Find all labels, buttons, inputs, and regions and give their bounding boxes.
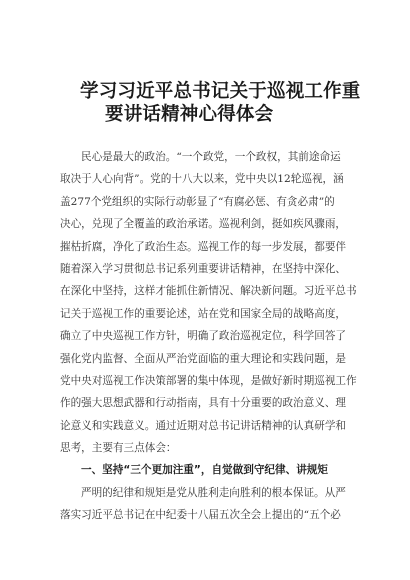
document-title xyxy=(70,80,370,126)
paragraph-line: 盖277个党组织的实际行动彰显了“有腐必惩、有贪必肃”的 xyxy=(60,195,335,208)
section-heading: 一、坚持“三个更加注重”，自觉做到守纪律、讲规矩 xyxy=(81,464,328,477)
paragraph-line: 记关于巡视工作的重要论述，站在党和国家全局的战略高度， xyxy=(60,307,347,320)
paragraph-line: 民心是最大的政治。“一个政党，一个政权，其前途命运 xyxy=(81,151,341,163)
title-line-1: 学习习近平总书记关于巡视工作重 xyxy=(80,81,361,102)
paragraph-line: 取决于人心向背”。党的十八大以来，党中央以12轮巡视，涵 xyxy=(60,173,344,186)
paragraph-line: 决心，兑现了全覆盖的政治承诺。巡视利剑，挺如疾风骤雨， xyxy=(60,218,347,231)
paragraph-line: 强化党内监督、全面从严治党面临的重大理论和实践问题，是 xyxy=(60,352,347,365)
paragraph-line: 作的强大思想武器和行动指南，具有十分重要的政治意义、理 xyxy=(60,397,347,410)
paragraph-line: 党中央对巡视工作决策部署的集中体现，是做好新时期巡视工作 xyxy=(60,374,357,387)
document-body xyxy=(60,146,360,527)
paragraph-line: 论意义和实践意义。通过近期对总书记讲话精神的认真研学和 xyxy=(60,419,347,432)
paragraph-line: 随着深入学习贯彻总书记系列重要讲话精神，在坚持中深化、 xyxy=(60,262,347,275)
paragraph-line: 思考，主要有三点体会： xyxy=(60,442,177,455)
paragraph-line: 严明的纪律和规矩是党从胜利走向胜利的根本保证。从严 xyxy=(81,486,346,499)
paragraph-line: 落实习近平总书记在中纪委十八届五次全会上提出的“五个必 xyxy=(60,509,341,522)
title-line-2: 要讲话精神心得体会 xyxy=(105,104,274,125)
paragraph-line: 摧枯折腐，净化了政治生态。巡视工作的每一步发展，都要伴 xyxy=(60,240,347,253)
paragraph-line: 在深化中坚持，这样才能抓住新情况、解决新问题。习近平总书 xyxy=(60,285,357,298)
paragraph-line: 确立了中央巡视工作方针，明确了政治巡视定位，科学回答了 xyxy=(60,330,347,343)
